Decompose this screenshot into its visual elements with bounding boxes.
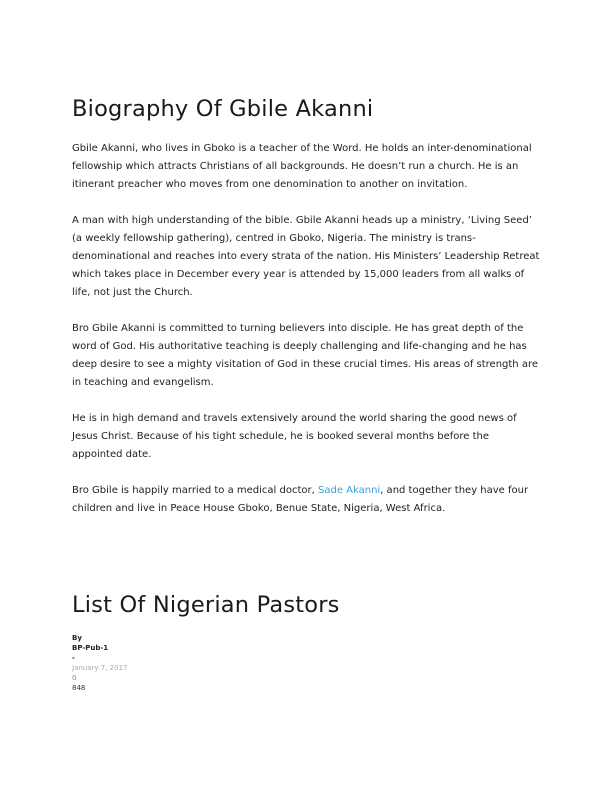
meta-separator: -	[72, 654, 75, 662]
post-meta	[72, 633, 127, 693]
related-post-title[interactable]: List Of Nigerian Pastors	[72, 592, 340, 618]
article-paragraph-1: Gbile Akanni, who lives in Gboko is a teacher of the Word. He holds an inter-denominational fellowship which attracts Christians of all backgrounds. He doesn’t run a church. He is an itinerant preacher who moves from one denomination to another on invitation.	[72, 143, 532, 190]
author-link[interactable]: BP-Pub-1	[72, 644, 109, 652]
article-paragraph-5	[72, 482, 542, 518]
paragraph-text-after-link: , and together they have four children and live in Peace House Gboko, Benue State, Nigeria, West Africa.	[72, 485, 529, 514]
article-paragraph-4: He is in high demand and travels extensively around the world sharing the good news of Jesus Christ. Because of his tight schedule, he is booked several months before the appointed date.	[72, 413, 517, 460]
views-count: 848	[72, 684, 86, 692]
comments-count-link[interactable]: 0	[72, 674, 77, 682]
paragraph-text-before-link: Bro Gbile is happily married to a medical doctor,	[72, 485, 318, 496]
article-paragraph-3: Bro Gbile Akanni is committed to turning believers into disciple. He has great depth of the word of God. His authoritative teaching is deeply challenging and life-changing and he has deep desire to see a mighty visitation of God in these crucial times. His areas of strength are in teaching and evangelism.	[72, 323, 538, 388]
article-title: Biography Of Gbile Akanni	[72, 96, 374, 122]
by-label: By	[72, 634, 82, 642]
article-paragraph-2: A man with high understanding of the bible. Gbile Akanni heads up a ministry, ‘Living Seed’ (a weekly fellowship gathering), centred in Gboko, Nigeria. The ministry is trans-denominational and reaches into every strata of the nation. His Ministers’ Leadership Retreat which takes place in December every year is attended by 15,000 leaders from all walks of life, not just the Church.	[72, 215, 540, 298]
post-date: January 7, 2017	[72, 664, 128, 672]
sade-akanni-link[interactable]: Sade Akanni	[318, 485, 381, 496]
article-body	[72, 140, 542, 536]
